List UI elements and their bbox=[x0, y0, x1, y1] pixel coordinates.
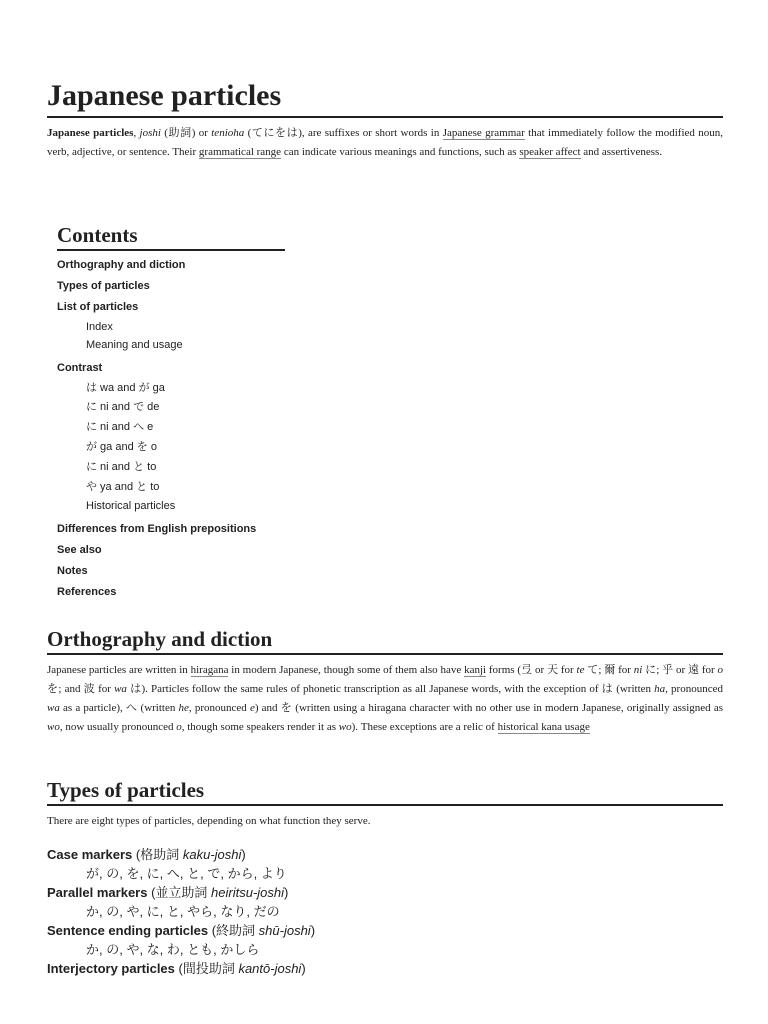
orthography-paragraph: Japanese particles are written in hiragana in modern Japanese, though some of them also have kanji forms (弖 or 天 for te て; 爾 for ni に; 乎 or 遠 for o を; and 波 for wa は). Particles follow the same rules of phonetic transcription as all Japanese words, with the exception of は (written ha, pronounced wa as a particle), へ (written he, pronounced e) and を (written using a hiragana character with no other use in modern Japanese, originally assigned as wo, now usually pronounced o, though some speakers render it as wo). These exceptions are a relic of historical kana usage bbox=[47, 664, 723, 733]
types-paragraph: There are eight types of particles, depending on what function they serve. bbox=[47, 815, 371, 827]
link-speaker-affect[interactable]: speaker affect bbox=[519, 146, 581, 158]
toc-item-historical[interactable]: Historical particles bbox=[86, 500, 176, 512]
toc-item-notes[interactable]: Notes bbox=[57, 565, 88, 577]
link-historical-kana[interactable]: historical kana usage bbox=[497, 721, 590, 733]
type-term: Interjectory particles (間投助詞 kantō-joshi) bbox=[47, 961, 306, 976]
particle-types-list bbox=[47, 845, 315, 978]
toc-item-contrast[interactable]: Contrast bbox=[57, 362, 103, 374]
section-heading-orthography: Orthography and diction bbox=[47, 626, 723, 655]
intro-bold-term: Japanese particles bbox=[47, 127, 134, 139]
intro-paragraph: Japanese particles, joshi (助詞) or tenioha (てにをは), are suffixes or short words in Japanese grammar that immediately follow the modified noun, verb, adjective, or sentence. Their grammatical range can indicate various meanings and functions, such as speaker affect and assertiveness. bbox=[47, 127, 723, 158]
section-heading-types: Types of particles bbox=[47, 777, 723, 806]
toc-item-ya-to[interactable]: や ya and と to bbox=[86, 481, 160, 493]
toc-item-types[interactable]: Types of particles bbox=[57, 280, 150, 292]
toc-item-ni-e[interactable]: に ni and へ e bbox=[86, 421, 154, 433]
type-particles: か, の, や, な, わ, とも, かしら bbox=[86, 942, 260, 957]
toc-item-differences[interactable]: Differences from English prepositions bbox=[57, 523, 257, 535]
toc-item-wa-ga[interactable]: は wa and が ga bbox=[86, 382, 165, 394]
link-japanese-grammar[interactable]: Japanese grammar bbox=[442, 127, 525, 139]
toc-item-ni-to[interactable]: に ni and と to bbox=[86, 461, 157, 473]
page-title: Japanese particles bbox=[47, 78, 723, 118]
table-of-contents bbox=[57, 222, 337, 603]
link-hiragana[interactable]: hiragana bbox=[190, 664, 229, 676]
toc-item-meaning[interactable]: Meaning and usage bbox=[86, 339, 183, 351]
toc-item-references[interactable]: References bbox=[57, 586, 117, 598]
toc-item-ni-de[interactable]: に ni and で de bbox=[86, 401, 160, 413]
toc-heading: Contents bbox=[57, 222, 285, 251]
type-term: Sentence ending particles (終助詞 shū-joshi) bbox=[47, 923, 316, 938]
toc-item-list[interactable]: List of particles bbox=[57, 301, 139, 313]
toc-item-index[interactable]: Index bbox=[86, 321, 113, 333]
toc-item-ga-o[interactable]: が ga and を o bbox=[86, 441, 157, 453]
link-kanji[interactable]: kanji bbox=[464, 664, 487, 676]
type-particles: か, の, や, に, と, やら, なり, だの bbox=[86, 904, 280, 919]
type-term: Parallel markers (並立助詞 heiritsu-joshi) bbox=[47, 885, 289, 900]
type-particles: が, の, を, に, へ, と, で, から, より bbox=[86, 866, 287, 881]
link-grammatical-range[interactable]: grammatical range bbox=[198, 146, 282, 158]
type-term: Case markers (格助詞 kaku-joshi) bbox=[47, 847, 246, 862]
toc-item-orthography[interactable]: Orthography and diction bbox=[57, 259, 186, 271]
toc-item-see-also[interactable]: See also bbox=[57, 544, 102, 556]
